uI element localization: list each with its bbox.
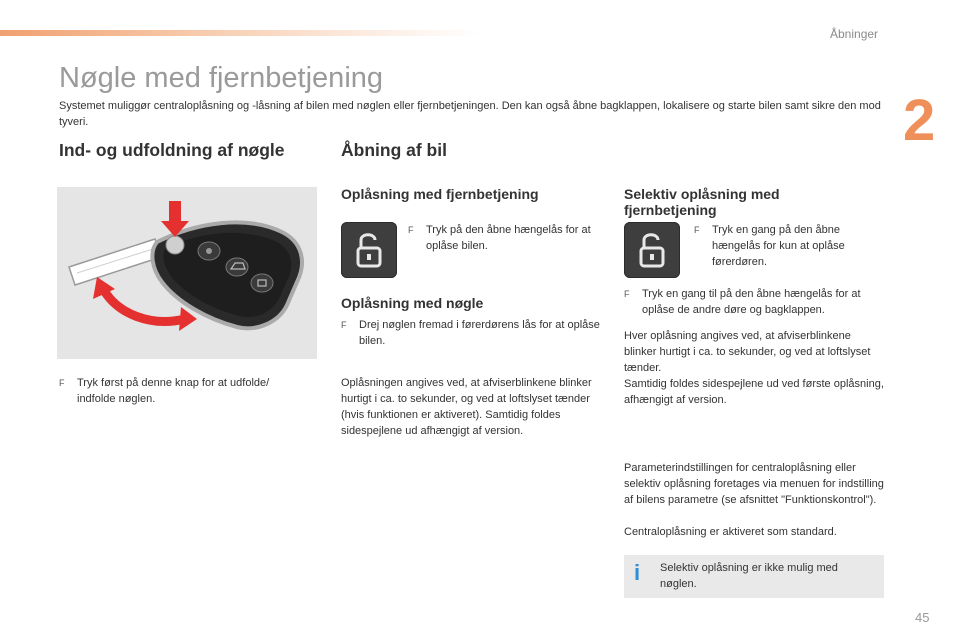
header-accent-bar (0, 30, 480, 36)
open-padlock-icon (624, 222, 680, 278)
open-padlock-icon (341, 222, 397, 278)
col3-paragraph-4: Centraloplåsning er aktiveret som standard. (624, 526, 837, 538)
col1-bullet (59, 375, 309, 407)
info-icon: i (634, 560, 641, 585)
selective-bullet-2-text: Tryk en gang til på den åbne hængelås for at oplåse de andre døre og bagklappen. (642, 288, 861, 316)
col1-bullet-text: Tryk først på denne knap for at udfolde/ indfolde nøglen. (77, 377, 270, 405)
col1-heading: Ind- og udfoldning af nøgle (59, 140, 285, 160)
selective-unlock-heading: Selektiv oplåsning med fjernbetjening (624, 186, 780, 218)
section-label: Åbninger (830, 27, 879, 41)
bullet-glyph: F (341, 320, 347, 330)
selective-bullet-1 (694, 222, 869, 270)
remote-unlock-heading: Oplåsning med fjernbetjening (341, 186, 539, 202)
page-number: 45 (915, 610, 930, 625)
selective-bullet-2 (624, 286, 886, 318)
selective-bullet-1-text: Tryk en gang på den åbne hængelås for kun at oplåse førerdøren. (712, 224, 845, 268)
chapter-number: 2 (903, 88, 936, 153)
remote-unlock-text: Tryk på den åbne hængelås for at oplåse bilen. (426, 224, 591, 252)
col3-paragraph-3: Parameterindstillingen for centraloplåsning eller selektiv oplåsning foretages via menuen for indstilling af bilens parametre (se afsnittet "Funktionskontrol"). (624, 462, 884, 506)
col3-paragraph-2: Samtidig foldes sidespejlene ud ved første oplåsning, afhængigt af version. (624, 378, 884, 406)
page-title: Nøgle med fjernbetjening (59, 62, 384, 94)
bullet-glyph: F (624, 289, 630, 299)
key-illustration (57, 187, 317, 359)
key-unlock-bullet (341, 317, 603, 349)
col3-paragraph-1: Hver oplåsning angives ved, at afviserblinkene blinker hurtigt i ca. to sekunder, og ved at loftslyset tænder. (624, 330, 871, 374)
bullet-glyph: F (694, 225, 700, 235)
info-note-text: Selektiv oplåsning er ikke mulig med nøglen. (660, 562, 838, 590)
key-fold-illustration (57, 187, 317, 359)
unlock-button-image (341, 222, 397, 278)
bullet-glyph: F (59, 378, 65, 388)
col2-heading: Åbning af bil (341, 140, 447, 160)
bullet-glyph: F (408, 225, 414, 235)
selective-unlock-button-image (624, 222, 680, 278)
info-note (624, 555, 884, 598)
key-unlock-heading: Oplåsning med nøgle (341, 295, 484, 311)
col2-paragraph: Oplåsningen angives ved, at afviserblinkene blinker hurtigt i ca. to sekunder, og ved at loftslyset tænder (hvis funktionen er aktiveret). Samtidig foldes sidespejlene ud afhængigt af version. (341, 377, 592, 437)
intro-text: Systemet muliggør centraloplåsning og -låsning af bilen med nøglen eller fjernbetjeningen. Den kan også åbne bagklappen, lokalisere og starte bilen samt sikre den mod tyveri. (59, 100, 881, 128)
remote-unlock-bullet (408, 222, 603, 254)
key-unlock-text: Drej nøglen fremad i førerdørens lås for at oplåse bilen. (359, 319, 600, 347)
